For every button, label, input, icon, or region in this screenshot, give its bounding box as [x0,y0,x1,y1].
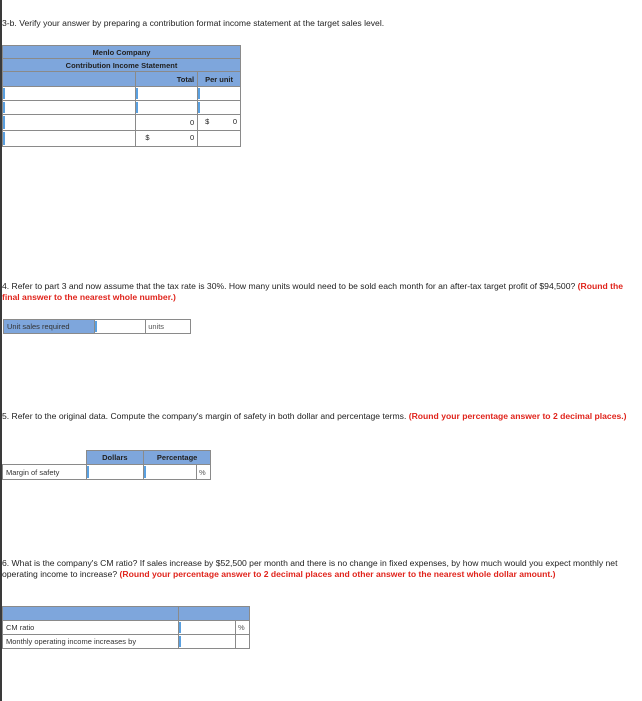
cm-header-blank-2 [179,607,250,621]
cm-ratio-label: CM ratio [3,621,179,635]
question-5-note: (Round your percentage answer to 2 decimal places.) [408,411,627,421]
question-4 [2,281,632,303]
margin-of-safety-table [2,450,211,480]
unit-sales-table [3,319,191,334]
question-6 [2,558,638,580]
statement-title: Contribution Income Statement [3,59,241,72]
row1-total-input[interactable] [136,87,198,101]
income-increase-label: Monthly operating income increases by [3,635,179,649]
question-4-note: (Round the final answer to the nearest whole number.) [2,281,623,302]
question-5-text: 5. Refer to the original data. Compute the company's margin of safety in both dollar and percentage terms. [2,411,407,421]
question-5 [2,411,632,422]
row1-per-unit-input[interactable] [198,87,241,101]
cm-header-blank [3,607,179,621]
mos-header-blank [3,451,87,465]
income-statement-table [2,45,241,147]
margin-of-safety-label: Margin of safety [3,465,87,480]
company-name: Menlo Company [3,46,241,59]
column-per-unit: Per unit [198,72,241,87]
unit-sales-input[interactable] [94,320,146,334]
mos-dollars-input[interactable] [86,465,144,480]
question-6-note: (Round your percentage answer to 2 decimal places and other answer to the nearest whole dollar amount.) [119,569,556,579]
mos-percentage-input[interactable] [144,465,197,480]
header-blank [3,72,136,87]
column-dollars: Dollars [86,451,144,465]
row3-per-unit-cell [198,115,241,131]
row3-label-input[interactable] [3,115,136,131]
row4-dollar-sign: $ [145,133,150,142]
question-3b [2,18,632,29]
question-6-text: 6. What is the company's CM ratio? If sales increase by $52,500 per month and there is no change in fixed expenses, by how much would you expect monthly net operating income to increase? [2,558,618,579]
income-increase-unit-empty [236,635,250,649]
row4-per-unit-empty [198,131,241,147]
row4-total-cell [136,131,198,147]
row2-label-input[interactable] [3,101,136,115]
cm-ratio-input[interactable] [179,621,236,635]
row3-total-value: 0 [136,115,198,131]
question-3b-text: 3-b. Verify your answer by preparing a contribution format income statement at the target sales level. [2,18,385,28]
row4-total-value: 0 [189,133,195,142]
row4-label-input[interactable] [3,131,136,147]
units-label: units [146,320,191,334]
mos-percent-sign: % [197,465,211,480]
row1-label-input[interactable] [3,87,136,101]
row2-per-unit-input[interactable] [198,101,241,115]
cm-ratio-percent-sign: % [236,621,250,635]
column-total: Total [136,72,198,87]
row3-dollar-sign: $ [205,117,210,126]
unit-sales-label: Unit sales required [4,320,95,334]
row2-total-input[interactable] [136,101,198,115]
cm-ratio-table [2,606,250,649]
row3-per-unit-value: 0 [232,117,237,126]
column-percentage: Percentage [144,451,211,465]
income-increase-input[interactable] [179,635,236,649]
question-4-text: 4. Refer to part 3 and now assume that the tax rate is 30%. How many units would need to be sold each month for an after-tax target profit of $94,500? [2,281,576,291]
